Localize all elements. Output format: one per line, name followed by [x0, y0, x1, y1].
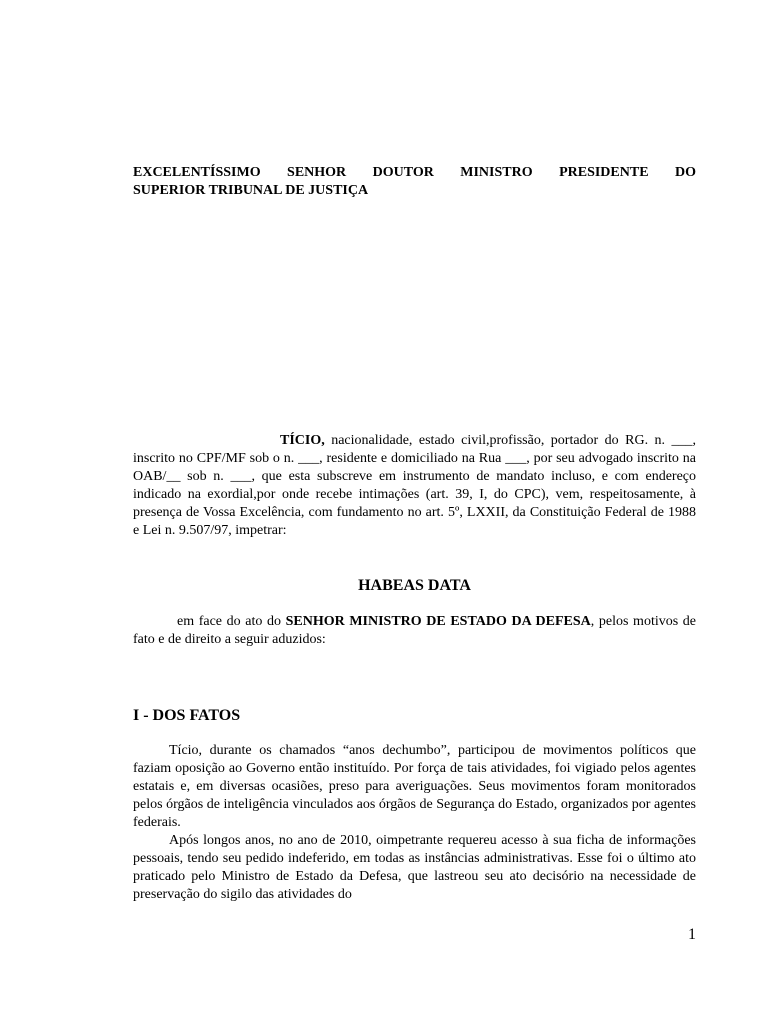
addressee-line-1: EXCELENTÍSSIMO SENHOR DOUTOR MINISTRO PRESIDENTE DO — [133, 165, 696, 180]
against-paragraph — [133, 613, 696, 649]
facts-paragraph-1: Tício, durante os chamados “anos dechumbo”, participou de movimentos políticos que faziam oposição ao Governo então instituído. Por força de tais atividades, foi vigiado pelos agentes estatais e, em diversas ocasiões, preso para averiguações. Seus movimentos foram monitorados pelos órgãos de inteligência vinculados aos órgãos de Segurança do Estado, organizados por agentes federais. — [133, 743, 696, 830]
page-number: 1 — [688, 926, 696, 943]
petitioner-name: TÍCIO, — [280, 433, 325, 448]
against-suffix: , pelos motivos de fato e de direito a seguir aduzidos: — [133, 614, 696, 647]
facts-section — [133, 742, 696, 904]
against-prefix: em face do ato do — [177, 614, 286, 629]
remedy-title: HABEAS DATA — [358, 577, 471, 594]
respondent-authority: SENHOR MINISTRO DE ESTADO DA DEFESA — [285, 614, 591, 629]
petition-text: nacionalidade, estado civil,profissão, portador do RG. n. ___, inscrito no CPF/MF sob o n. ___, residente e domiciliado na Rua ___, por seu advogado inscrito na OAB/__ sob n. ___, que esta subscreve em instrumento de mandato incluso, e com endereço indicado na exordial,por onde recebe intimações (art. 39, I, do CPC), vem, respeitosamente, à presença de Vossa Excelência, com fundamento no art. 5º, LXXII, da Constituição Federal de 1988 e Lei n. 9.507/97, impetrar: — [133, 433, 696, 538]
petition-paragraph — [133, 432, 696, 540]
facts-paragraph-2: Após longos anos, no ano de 2010, oimpetrante requereu acesso à sua ficha de informações pessoais, tendo seu pedido indeferido, em todas as instâncias administrativas. Esse foi o último ato praticado pelo Ministro de Estado da Defesa, que lastreou seu ato decisório na necessidade de preservação do sigilo das atividades do — [133, 833, 696, 902]
section-heading: I - DOS FATOS — [133, 707, 241, 724]
addressee-line-2: SUPERIOR TRIBUNAL DE JUSTIÇA — [133, 183, 369, 198]
addressee-block — [133, 164, 696, 200]
